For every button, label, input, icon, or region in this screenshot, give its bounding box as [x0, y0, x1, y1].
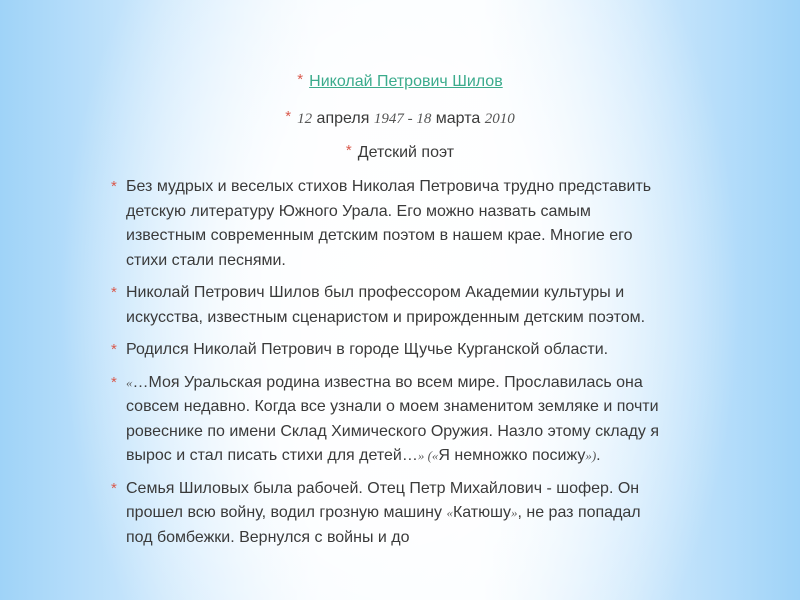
paragraph-text: Родился Николай Петрович в городе Щучье Курганской области.: [126, 341, 609, 358]
quote-text: …Моя Уральская родина известна во всем мире. Прославилась она совсем недавно. Когда все узнали о моем знаменитом земляке и почти ровеснике по имени Склад Химического Оружия. Назло этому складу я вырос и стал писать стихи для детей…: [126, 373, 659, 464]
paragraph-text: , не раз попадал под бомбежки. Вернулся с войны и до: [126, 504, 641, 546]
quoted-word: Катюшу: [452, 504, 511, 521]
asterisk-bullet-icon: *: [345, 142, 352, 159]
list-item: [111, 477, 671, 551]
quote-open: «: [431, 448, 439, 463]
quote-open: «: [126, 374, 133, 390]
list-item: [111, 371, 671, 469]
asterisk-bullet-icon: *: [111, 341, 117, 358]
paragraph-text: Семья Шиловых была рабочей. Отец Петр Михайлович - шофер. Он прошел всю войну, водил грозную машину: [126, 479, 640, 521]
poet-name-link[interactable]: Николай Петрович Шилов: [309, 73, 503, 90]
birth-month: апреля: [316, 110, 370, 127]
quote-close: »: [510, 505, 518, 520]
source-title: Я немножко посижу: [438, 447, 586, 464]
dates-line: [0, 110, 800, 128]
death-year: 2010: [484, 111, 515, 127]
paragraph-text: Николай Петрович Шилов был профессором Академии культуры и искусства, известным сценаристом и прирожденным детским поэтом.: [126, 284, 646, 326]
asterisk-bullet-icon: *: [111, 284, 117, 301]
title-line: [0, 73, 800, 91]
list-item: [111, 175, 671, 273]
asterisk-bullet-icon: *: [111, 178, 117, 195]
asterisk-bullet-icon: *: [111, 479, 117, 497]
death-month: марта: [435, 110, 481, 127]
asterisk-bullet-icon: *: [285, 108, 292, 125]
subtitle-line: [0, 144, 800, 162]
quote-close: » (: [417, 448, 432, 463]
birth-day: 12: [297, 111, 313, 127]
asterisk-bullet-icon: *: [111, 373, 117, 391]
biography-list: [111, 175, 671, 558]
subtitle: Детский поэт: [357, 144, 455, 161]
quote-open: «: [446, 505, 453, 520]
birth-year-and-death-day: 1947 - 18: [373, 111, 432, 127]
paragraph-text: Без мудрых и веселых стихов Николая Петровича трудно представить детскую литературу Южного Урала. Его можно назвать самым известным современным детским поэтом в нашем крае. Многие его стихи стали песнями.: [126, 178, 652, 269]
asterisk-bullet-icon: *: [297, 71, 304, 88]
list-item: [111, 338, 671, 363]
end-punct: .: [596, 447, 601, 464]
quote-close: »): [585, 448, 597, 463]
list-item: [111, 281, 671, 330]
